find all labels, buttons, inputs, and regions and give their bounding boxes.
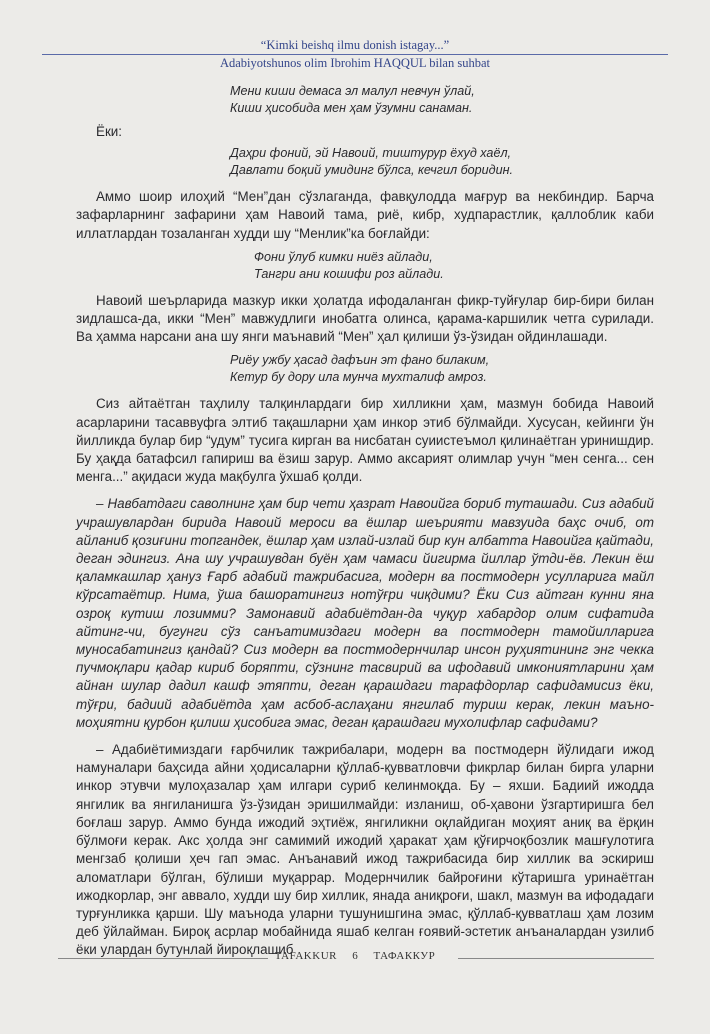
verse-4: [76, 352, 654, 386]
verse-line: Фони ўлуб кимки ниёз айлади,: [254, 249, 433, 264]
header-title: “Kimki beishq ilmu donish istagay...”: [260, 38, 450, 52]
header-rule: [42, 54, 668, 55]
verse-line: Давлати боқий умидинг бўлса, кечгил боридин.: [230, 163, 514, 178]
verse-line: Кетур бу дору ила мунча мухталиф амроз.: [230, 370, 487, 385]
verse-line: Киши ҳисобида мен ҳам ўзумни санаман.: [230, 101, 473, 115]
verse-line: Риёу ужбу ҳасад дафъин эт фано билаким,: [230, 353, 490, 368]
verse-line: Мени киши демаса эл малул невчун ўлай,: [230, 84, 475, 98]
verse-3: [76, 249, 654, 283]
interview-question: – Навбатдаги саволнинг ҳам бир чети ҳазрат Навоийга бориб туташади. Сиз адабий учрашувлардан бирида Навоий мероси ва ёшлар шеърияти мавзуида баҳс очиб, от айланиб қозиғини топгандек, ёшлар ҳам излай-излай бир кун албатта Навоийга қайтади, деган эдингиз. Ана шу учрашувдан буён ҳам чамаси йигирма йиллар ўтди-ёв. Лекин ёш қаламкашлар ҳануз Ғарб адабий тажрибасига, модерн ва постмодерн усулларига майл кўрсатаётир. Нима, ўша башоратингиз нотўғри чиқдими? Ёки Сиз айтган кунни яна озроқ кутиш лозимми? Замонавий адабиётдан-да чуқур хабардор олим сифатида айтинг-чи, бугунги сўз санъатимиздаги модерн ва постмодерн тамойилларига муносабатингиз қандай? Сиз модерн ва постмодернчилар инсон руҳиятининг энг чекка пучмоқлари қадар кириб боряпти, сўзнинг тасвирий ва ифодавий имкониятларини ҳам айнан шулар дадил кашф этяпти, деган қарашдаги тарафдорлар сафидамисиз ёки, тўғри, бадиий адабиётда ҳам асбоб-аслаҳани янгилаб туриш керак, лекин маъно-моҳиятни қурбон қилиш ҳисобига эмас, деган қарашдаги мухолифлар сафидами?: [76, 496, 654, 730]
paragraph-1: Аммо шоир илоҳий “Мен”дан сўзлаганда, фавқулодда мағрур ва некбиндир. Барча зафарларнинг зафарини ҳам Навоий тама, риё, кибр, худпарастлик, қаллоблик каби иллатлардан тозаланган худди шу “Менлик”ка боғлайди:: [76, 189, 654, 241]
label-yoki: Ёки:: [96, 124, 122, 139]
verse-2: [76, 145, 654, 179]
footer-journal-latin: TAFAKKUR: [274, 950, 337, 962]
interview-answer: – Адабиётимиздаги ғарбчилик тажрибалари, модерн ва постмодерн йўлидаги ижод намуналари баҳсида айни ҳодисаларни қўллаб-қувватловчи фикрлар билан бирга уларни инкор этувчи мулоҳазалар ҳам илгари суриб келинмоқда. Бу – яхши. Бадиий ижодда янгилик ва янгиланишга ўз-ўзидан эришилмайди: изланиш, об-ҳавони ўзгартиришга бел боғлаш зарур. Аммо бунда ижодий эҳтиёж, янгиликни оқлайдиган моҳият аниқ ва ёрқин бўлмоғи керак. Акс ҳолда энг самимий ижодий ҳаракат ҳам қўғирчоқбозлик машғулотига менгзаб қолиши ҳеч гап эмас. Анъанавий ижод тажрибасида бир хиллик ва эскириш аломатлари бўлган, бўлиши муқаррар. Модернчилик байроғини кўтаришга уринаётган ижодкорлар, энг аввало, худди шу бир хиллик, янада аниқроғи, шакл, мазмун ва ифодадаги турғунликка қарши. Шу маънода уларни тушунишгина эмас, қўллаб-қувватлаш ҳам лозим деб ўйлайман. Бироқ асрлар мобайнида яшаб келган ғоявий-эстетик анъаналардан узилиб ёки улардан бутунлай йироқлашиб: [76, 742, 654, 958]
verse-1: [76, 83, 654, 117]
running-header: [0, 38, 710, 71]
page-footer: [0, 950, 710, 966]
article-body: [76, 83, 654, 960]
verse-line: Даҳри фоний, эй Навоий, тиштурур ёхуд хаёл,: [230, 146, 512, 161]
header-subtitle: Adabiyotshunos olim Ibrohim HAQQUL bilan suhbat: [219, 56, 490, 70]
paragraph-3: Сиз айтаётган таҳлилу талқинлардаги бир хилликни ҳам, мазмун бобида Навоий асарларини тасаввуфга элтиб тақашларни ҳам инкор этиб бўлмайди. Хусусан, кейинги ўн йилликда булар бир “удум” тусига кирган ва нисбатан суиистеъмол қилинаётган уринишдир. Бу ҳақда батафсил гапириш ва ёзиш зарур. Аммо аксарият олимлар учун “мен сенга... сен менга...” ақидаси жуда мақбулга ўхшаб қолди.: [76, 396, 654, 485]
paragraph-2: Навоий шеърларида мазкур икки ҳолатда ифодаланган фикр-туйғулар бир-бири билан зидлашса-да, икки “Мен” мавжудлиги инобатга олинса, қарама-каршилик четга сурилади. Ва ҳамма нарсани ана шу янги маънавий “Мен” ҳал қилиши ўз-ўзидан ойдинлашади.: [76, 292, 654, 345]
page-number: 6: [352, 950, 359, 962]
footer-journal-cyrillic: ТАФАККУР: [373, 950, 436, 962]
verse-line: Тангри ани кошифи роз айлади.: [254, 266, 444, 281]
